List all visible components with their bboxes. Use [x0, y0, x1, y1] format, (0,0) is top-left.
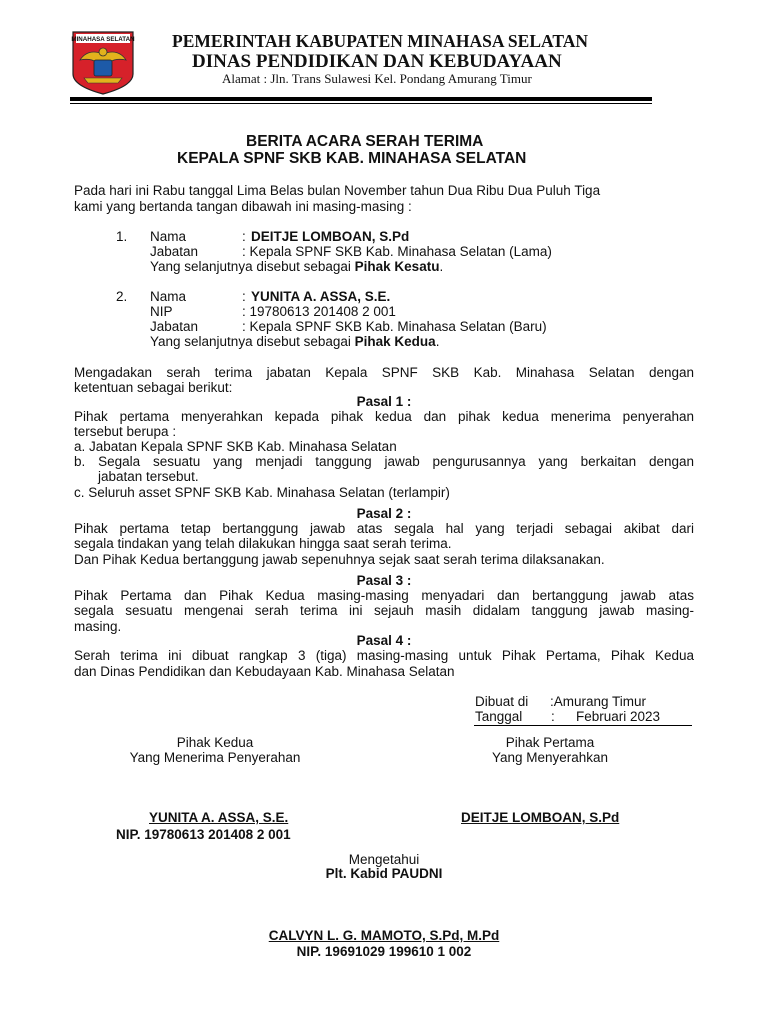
- party2-nip-value: : 19780613 201408 2 001: [242, 304, 396, 319]
- letterhead-divider-thick: [70, 97, 652, 101]
- intro-line1: Pada hari ini Rabu tanggal Lima Belas bulan November tahun Dua Ribu Dua Puluh Tiga: [74, 183, 601, 198]
- date-colon: :: [551, 709, 555, 724]
- party1-name-label: Nama: [150, 229, 187, 244]
- pasal4-line2: dan Dinas Pendidikan dan Kebudayaan Kab. Minahasa Selatan: [74, 664, 455, 679]
- pasal3-line3: masing.: [74, 619, 122, 634]
- acknowledger-position: Plt. Kabid PAUDNI: [325, 866, 443, 881]
- place-label: Dibuat di: [475, 694, 529, 709]
- header-government-name: PEMERINTAH KABUPATEN MINAHASA SELATAN: [172, 31, 588, 51]
- date-value: Februari 2023: [576, 709, 661, 724]
- party1-name-colon: :: [242, 229, 246, 244]
- date-label: Tanggal: [475, 709, 523, 724]
- party1-number: 1.: [116, 229, 128, 244]
- party2-designation-prefix: Yang selanjutnya disebut sebagai: [150, 334, 355, 349]
- acknowledger-nip: NIP. 19691029 199610 1 002: [296, 944, 472, 959]
- opening-line2: ketentuan sebagai berikut:: [74, 380, 233, 395]
- pasal1-item-b: b. Segala sesuatu yang menjadi tanggung jawab pengurusannya yang berkaitan dengan: [74, 454, 694, 469]
- pasal2-line2: segala tindakan yang telah dilakukan hingga saat serah terima.: [74, 536, 452, 551]
- party2-name-label: Nama: [150, 289, 187, 304]
- pasal1-item-c: c. Seluruh asset SPNF SKB Kab. Minahasa Selatan (terlampir): [74, 485, 450, 500]
- party2-number: 2.: [116, 289, 128, 304]
- pasal1-line2: tersebut berupa :: [74, 424, 177, 439]
- left-signatory-title: Pihak Kedua: [176, 735, 254, 750]
- party1-position-value: : Kepala SPNF SKB Kab. Minahasa Selatan (Lama): [242, 244, 552, 259]
- pasal1-item-a: a. Jabatan Kepala SPNF SKB Kab. Minahasa Selatan: [74, 439, 397, 454]
- right-signatory-subtitle: Yang Menyerahkan: [491, 750, 609, 765]
- party1-designation: [150, 259, 443, 274]
- document-title-line2: KEPALA SPNF SKB KAB. MINAHASA SELATAN: [177, 150, 527, 167]
- right-signatory-name: DEITJE LOMBOAN, S.Pd: [461, 810, 620, 825]
- regency-emblem-logo: [70, 30, 136, 96]
- party2-designation-suffix: .: [435, 334, 440, 349]
- pasal4-heading: Pasal 4 :: [356, 633, 412, 648]
- document-title-line1: BERITA ACARA SERAH TERIMA: [246, 133, 484, 150]
- opening-line1: Mengadakan serah terima jabatan Kepala SPNF SKB Kab. Minahasa Selatan dengan: [74, 365, 694, 380]
- left-signatory-subtitle: Yang Menerima Penyerahan: [129, 750, 301, 765]
- left-signatory-name: YUNITA A. ASSA, S.E.: [149, 810, 289, 825]
- party2-position-value: : Kepala SPNF SKB Kab. Minahasa Selatan (Baru): [242, 319, 547, 334]
- acknowledger-title: Mengetahui: [348, 852, 420, 867]
- pasal1-item-b-continued: jabatan tersebut.: [98, 469, 199, 484]
- party1-designation-prefix: Yang selanjutnya disebut sebagai: [150, 259, 355, 274]
- party2-name-value: YUNITA A. ASSA, S.E.: [251, 289, 391, 304]
- party2-nip-label: NIP: [150, 304, 173, 319]
- pasal2-line3: Dan Pihak Kedua bertanggung jawab sepenuhnya sejak saat serah terima dilaksanakan.: [74, 552, 605, 567]
- pasal3-line1: Pihak Pertama dan Pihak Kedua masing-masing menyadari dan bertanggung jawab atas: [74, 588, 694, 603]
- left-signatory-nip: NIP. 19780613 201408 2 001: [116, 827, 291, 842]
- party1-position-label: Jabatan: [150, 244, 199, 259]
- logo-lettering: MINAHASA SELATAN: [71, 36, 135, 43]
- party1-designation-bold: Pihak Kesatu: [354, 259, 440, 274]
- right-signatory-title: Pihak Pertama: [505, 735, 595, 750]
- place-value: :Amurang Timur: [550, 694, 647, 709]
- party2-designation-bold: Pihak Kedua: [354, 334, 436, 349]
- party2-designation: [150, 334, 439, 349]
- date-underline: [474, 725, 692, 726]
- party2-position-label: Jabatan: [150, 319, 199, 334]
- acknowledger-name: CALVYN L. G. MAMOTO, S.Pd, M.Pd: [268, 928, 500, 943]
- pasal3-heading: Pasal 3 :: [356, 573, 412, 588]
- party2-name-colon: :: [242, 289, 246, 304]
- party1-designation-suffix: .: [439, 259, 444, 274]
- header-agency-name: DINAS PENDIDIKAN DAN KEBUDAYAAN: [192, 51, 562, 72]
- party1-name-value: DEITJE LOMBOAN, S.Pd: [251, 229, 410, 244]
- pasal2-line1: Pihak pertama tetap bertanggung jawab atas segala hal yang terjadi sebagai akibat dari: [74, 521, 694, 536]
- pasal3-line2: segala sesuatu mengenai serah terima ini sejauh masih didalam tanggung jawab masing-: [74, 603, 694, 618]
- letterhead-divider-thin: [70, 103, 652, 104]
- intro-line2: kami yang bertanda tangan dibawah ini masing-masing :: [74, 199, 412, 214]
- pasal1-line1: Pihak pertama menyerahkan kepada pihak kedua dan pihak kedua menerima penyerahan: [74, 409, 694, 424]
- header-address: Alamat : Jln. Trans Sulawesi Kel. Pondang Amurang Timur: [222, 71, 532, 86]
- pasal4-line1: Serah terima ini dibuat rangkap 3 (tiga) masing-masing untuk Pihak Pertama, Pihak Kedua: [74, 648, 694, 663]
- pasal2-heading: Pasal 2 :: [356, 506, 412, 521]
- pasal1-heading: Pasal 1 :: [356, 394, 412, 409]
